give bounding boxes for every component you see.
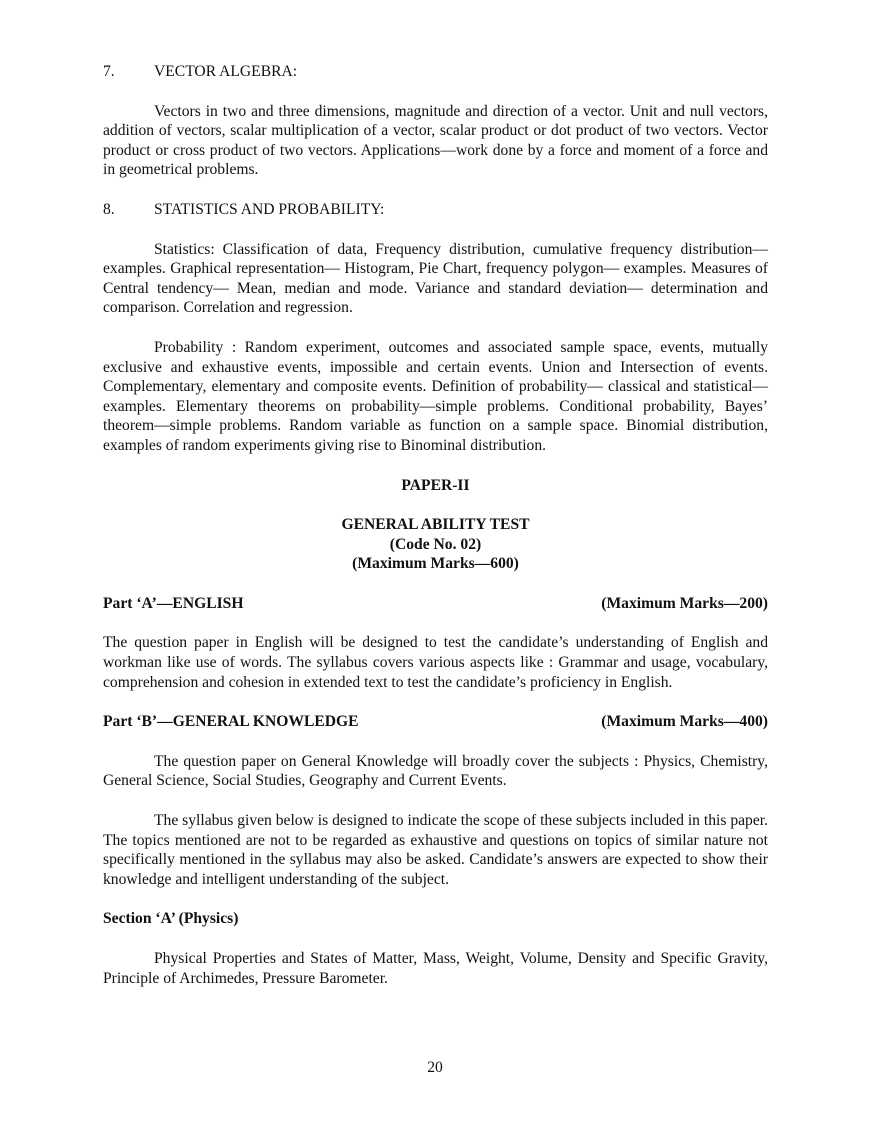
part-b-title: Part ‘B’—GENERAL KNOWLEDGE bbox=[103, 713, 359, 731]
section-number: 7. bbox=[103, 63, 115, 80]
paper-code: (Code No. 02) bbox=[389, 535, 482, 553]
part-a-marks: (Maximum Marks—200) bbox=[601, 594, 768, 612]
section-number: 8. bbox=[103, 200, 115, 218]
part-a-title: Part ‘A’—ENGLISH bbox=[103, 594, 244, 612]
paper-max-marks: (Maximum Marks—600) bbox=[352, 555, 519, 573]
paper-subtitle: GENERAL ABILITY TEST bbox=[341, 516, 530, 534]
section-heading-vector-algebra bbox=[103, 62, 768, 82]
vector-algebra-paragraph: Vectors in two and three dimensions, magnitude and direction of a vector. Unit and null vectors, addition of vectors, scalar multiplication of a vector, scalar product or dot product of two vectors. Vector product or cross product of two vectors. Applications—work done by a force and moment of a force and in geometrical problems. bbox=[103, 102, 768, 179]
section-title: STATISTICS AND PROBABILITY: bbox=[154, 200, 385, 218]
part-b-paragraph-2: The syllabus given below is designed to indicate the scope of these subjects included in this paper. The topics mentioned are not to be regarded as exhaustive and questions on topics of similar nature not specifically mentioned in the syllabus may also be asked. Candidate’s answers are expected to show their knowledge and intelligent understanding of the subject. bbox=[103, 812, 768, 888]
section-a-paragraph: Physical Properties and States of Matter, Mass, Weight, Volume, Density and Specific Gravity, Principle of Archimedes, Pressure Barometer. bbox=[103, 950, 768, 987]
page-number: 20 bbox=[427, 1059, 443, 1076]
section-title: VECTOR ALGEBRA: bbox=[154, 63, 298, 80]
part-a-heading bbox=[103, 594, 768, 614]
probability-paragraph: Probability : Random experiment, outcomes and associated sample space, events, mutually exclusive and exhaustive events, impossible and certain events. Union and Intersection of events. Complementary, elementary and composite events. Definition of probability— classical and statistical—examples. Elementary theorems on probability—simple problems. Conditional probability, Bayes’ theorem—simple problems. Random variable as function on a sample space. Binomial distribution, examples of random experiments giving rise to Binominal distribution. bbox=[103, 338, 768, 454]
part-b-paragraph-1: The question paper on General Knowledge will broadly cover the subjects : Physics, Chemistry, General Science, Social Studies, Geography and Current Events. bbox=[103, 752, 768, 790]
section-a-heading: Section ‘A’ (Physics) bbox=[103, 910, 239, 928]
statistics-paragraph: Statistics: Classification of data, Frequency distribution, cumulative frequency distribution— examples. Graphical representation— Histogram, Pie Chart, frequency polygon— examples. Measures of Central tendency— Mean, median and mode. Variance and standard deviation— determination and comparison. Correlation and regression. bbox=[103, 240, 768, 317]
part-b-heading bbox=[103, 712, 768, 732]
section-heading-statistics bbox=[103, 200, 768, 220]
part-b-marks: (Maximum Marks—400) bbox=[601, 713, 768, 731]
part-a-paragraph: The question paper in English will be designed to test the candidate’s understanding of English and workman like use of words. The syllabus covers various aspects like : Grammar and usage, vocabulary, comprehension and cohesion in extended text to test the candidate’s proficiency in English. bbox=[103, 634, 768, 691]
paper-title: PAPER-II bbox=[401, 476, 470, 494]
